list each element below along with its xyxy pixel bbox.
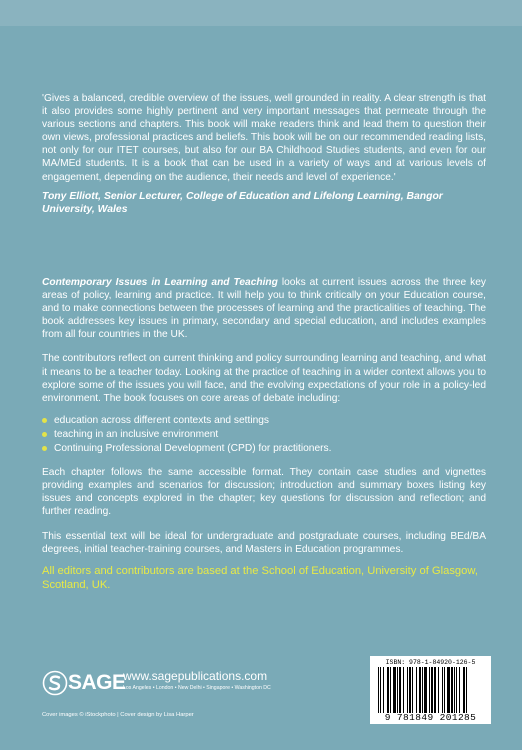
debate-areas-list bbox=[42, 414, 486, 455]
cover-credits: Cover images © iStockphoto | Cover design by Lisa Harper bbox=[42, 712, 194, 718]
list-item bbox=[42, 428, 486, 441]
description-block bbox=[42, 276, 486, 567]
publisher-cities: Los Angeles • London • New Delhi • Singapore • Washington DC bbox=[123, 685, 271, 691]
bullet-dot-icon bbox=[42, 432, 47, 437]
list-item bbox=[42, 442, 486, 455]
format-paragraph: Each chapter follows the same accessible format. They contain case studies and vignettes providing examples and scenarios for discussion; introduction and summary boxes listing key issues and concepts explored in the chapter; key questions for discussion and reflection; and further reading. bbox=[42, 467, 486, 518]
endorsement-block bbox=[42, 92, 486, 216]
list-item-text: Continuing Professional Development (CPD) for practitioners. bbox=[54, 443, 332, 455]
barcode-panel bbox=[370, 656, 491, 724]
isbn-label: ISBN: 978-1-84920-126-5 bbox=[385, 659, 476, 666]
sage-swirl-icon bbox=[42, 670, 68, 696]
list-item bbox=[42, 414, 486, 427]
top-band bbox=[0, 0, 522, 26]
bullet-dot-icon bbox=[42, 418, 47, 423]
publisher-name: SAGE bbox=[68, 671, 126, 694]
endorsement-attribution: Tony Elliott, Senior Lecturer, College of Education and Lifelong Learning, Bangor University, Wales bbox=[42, 190, 443, 215]
bullet-dot-icon bbox=[42, 446, 47, 451]
context-paragraph: The contributors reflect on current thinking and policy surrounding learning and teaching, and what it means to be a teacher today. Looking at the practice of teaching in a wider context allows you to explore some of the issues you will face, and the evolving expectations of your role in a policy-led environment. The book focuses on core areas of debate including: bbox=[42, 353, 486, 404]
intro-paragraph bbox=[42, 276, 486, 341]
intro-text: looks at current issues across the three key areas of policy, learning and practice. It will help you to think critically on your Education course, and to make connections between the processes of learning and the practicalities of teaching. The book addresses key issues in primary, secondary and special education, and includes examples from all four countries in the UK. bbox=[42, 277, 486, 341]
book-title-inline: Contemporary Issues in Learning and Teaching bbox=[42, 277, 278, 288]
barcode-digits: 9 781849 201285 bbox=[384, 712, 477, 723]
endorsement-quote: 'Gives a balanced, credible overview of the issues, well grounded in reality. A clear strength is that it also provides some highly pertinent and very important messages that permeate through the various sections and chapters. This book will make readers think and lead them to question their own views, professional practices and beliefs. This book will be on our recommended reading lists, not only for our ITET courses, but also for our BA Childhood Studies students, and even for our MA/MEd students. It is a book that can be used in a variety of ways and at various levels of engagement, depending on the audience, their needs and level of experience.' bbox=[42, 93, 486, 183]
barcode-icon bbox=[378, 667, 486, 713]
audience-paragraph: This essential text will be ideal for undergraduate and postgraduate courses, including BEd/BA degrees, initial teacher-training courses, and Masters in Education programmes. bbox=[42, 530, 486, 555]
list-item-text: teaching in an inclusive environment bbox=[54, 428, 219, 440]
publisher-url: www.sagepublications.com bbox=[123, 669, 268, 683]
contributors-note: All editors and contributors are based at the School of Education, University of Glasgow, Scotland, UK. bbox=[42, 565, 478, 591]
publisher-logo bbox=[42, 668, 282, 698]
list-item-text: education across different contexts and settings bbox=[54, 414, 270, 426]
